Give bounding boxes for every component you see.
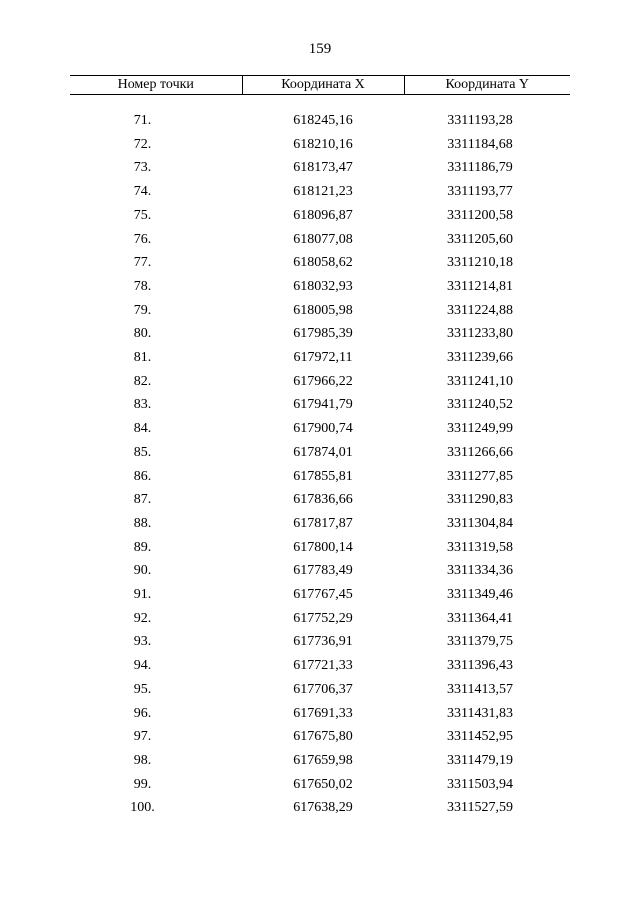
coordinate-y-cell: 3311210,18 — [447, 255, 513, 271]
coordinate-x-cell: 617675,80 — [293, 729, 353, 745]
table-row — [70, 228, 570, 252]
coordinate-y-cell: 3311186,79 — [447, 160, 513, 176]
point-number-cell: 71. — [133, 113, 152, 128]
table-row — [70, 133, 570, 157]
coordinate-y-cell: 3311240,52 — [447, 397, 513, 413]
table-row — [70, 109, 570, 133]
table-row — [70, 204, 570, 228]
point-number-cell: 89. — [133, 539, 152, 555]
table-row — [70, 322, 570, 346]
coordinate-x-cell: 617985,39 — [293, 326, 353, 342]
point-number-cell: 79. — [133, 302, 152, 318]
table-row — [70, 346, 570, 370]
table-row — [70, 251, 570, 275]
coordinate-x-cell: 618096,87 — [293, 207, 353, 223]
coordinate-y-cell: 3311184,68 — [447, 136, 513, 152]
table-row — [70, 630, 570, 654]
coordinate-x-cell: 618173,47 — [293, 160, 353, 176]
coordinate-y-cell: 3311319,58 — [447, 539, 513, 555]
table-row — [70, 536, 570, 560]
table-row — [70, 654, 570, 678]
coordinates-table — [70, 75, 570, 820]
coordinate-y-cell: 3311304,84 — [447, 515, 513, 531]
point-number-cell: 73. — [133, 160, 152, 176]
coordinate-y-cell: 3311431,83 — [447, 705, 513, 721]
table-row — [70, 512, 570, 536]
coordinate-x-cell: 617855,81 — [293, 468, 353, 484]
coordinate-x-cell: 617638,29 — [293, 800, 353, 816]
coordinate-x-cell: 617767,45 — [293, 587, 353, 603]
coordinate-x-cell: 617659,98 — [293, 752, 353, 768]
table-row — [70, 678, 570, 702]
header-coordinate-y: Координата Y — [404, 76, 570, 95]
table-row — [70, 773, 570, 797]
point-number-cell: 82. — [133, 373, 152, 389]
coordinate-y-cell: 3311200,58 — [447, 207, 513, 223]
header-point-number: Номер точки — [70, 76, 242, 95]
coordinate-x-cell: 618077,08 — [293, 231, 353, 247]
coordinate-y-cell: 3311224,88 — [447, 302, 513, 318]
table-row — [70, 749, 570, 773]
point-number-cell: 77. — [133, 255, 152, 271]
point-number-cell: 97. — [133, 729, 152, 745]
table-body — [70, 95, 570, 821]
point-number-cell: 85. — [133, 444, 152, 460]
coordinate-y-cell: 3311479,19 — [447, 752, 513, 768]
coordinate-y-cell: 3311277,85 — [447, 468, 513, 484]
coordinate-y-cell: 3311193,77 — [447, 184, 513, 200]
table-row — [70, 607, 570, 631]
coordinate-y-cell: 3311334,36 — [447, 563, 513, 579]
point-number-cell: 81. — [133, 350, 152, 366]
coordinate-x-cell: 617972,11 — [293, 350, 353, 366]
coordinate-y-cell: 3311503,94 — [447, 776, 513, 792]
table-row — [70, 488, 570, 512]
coordinate-y-cell: 3311266,66 — [447, 444, 513, 460]
coordinate-y-cell: 3311413,57 — [447, 681, 513, 697]
table-row — [70, 441, 570, 465]
table-row — [70, 180, 570, 204]
coordinate-y-cell: 3311239,66 — [447, 350, 513, 366]
coordinate-y-cell: 3311193,28 — [447, 113, 513, 128]
table-row — [70, 465, 570, 489]
point-number-cell: 99. — [133, 776, 152, 792]
coordinate-y-cell: 3311527,59 — [447, 800, 513, 816]
point-number-cell: 75. — [133, 207, 152, 223]
point-number-cell: 93. — [133, 634, 152, 650]
point-number-cell: 72. — [133, 136, 152, 152]
point-number-cell: 76. — [133, 231, 152, 247]
coordinate-x-cell: 618058,62 — [293, 255, 353, 271]
coordinate-x-cell: 617874,01 — [293, 444, 353, 460]
point-number-cell: 87. — [133, 492, 152, 508]
coordinate-x-cell: 617706,37 — [293, 681, 353, 697]
table-spacer-row — [70, 95, 570, 110]
point-number-cell: 84. — [133, 421, 152, 437]
coordinate-y-cell: 3311241,10 — [447, 373, 513, 389]
coordinate-y-cell: 3311396,43 — [447, 658, 513, 674]
table-header-row — [70, 76, 570, 95]
point-number-cell: 95. — [133, 681, 152, 697]
coordinate-x-cell: 618032,93 — [293, 278, 353, 294]
coordinate-x-cell: 617650,02 — [293, 776, 353, 792]
coordinate-y-cell: 3311249,99 — [447, 421, 513, 437]
table-row — [70, 559, 570, 583]
table-row — [70, 275, 570, 299]
coordinate-y-cell: 3311290,83 — [447, 492, 513, 508]
coordinate-y-cell: 3311205,60 — [447, 231, 513, 247]
table-row — [70, 299, 570, 323]
page-number: 159 — [308, 41, 332, 57]
point-number-cell: 88. — [133, 515, 152, 531]
coordinate-x-cell: 618245,16 — [293, 113, 353, 128]
table-row — [70, 725, 570, 749]
coordinate-x-cell: 617800,14 — [293, 539, 353, 555]
table-row — [70, 156, 570, 180]
point-number-cell: 100. — [130, 800, 155, 816]
coordinate-y-cell: 3311349,46 — [447, 587, 513, 603]
coordinate-x-cell: 617736,91 — [293, 634, 353, 650]
point-number-cell: 96. — [133, 705, 152, 721]
coordinate-y-cell: 3311364,41 — [447, 610, 513, 626]
coordinate-x-cell: 617941,79 — [293, 397, 353, 413]
coordinate-y-cell: 3311452,95 — [447, 729, 513, 745]
point-number-cell: 92. — [133, 610, 152, 626]
coordinate-y-cell: 3311233,80 — [447, 326, 513, 342]
coordinate-x-cell: 617691,33 — [293, 705, 353, 721]
coordinate-x-cell: 617721,33 — [293, 658, 353, 674]
point-number-cell: 90. — [133, 563, 152, 579]
coordinate-y-cell: 3311214,81 — [447, 278, 513, 294]
point-number-cell: 98. — [133, 752, 152, 768]
table-row — [70, 583, 570, 607]
coordinate-x-cell: 618005,98 — [293, 302, 353, 318]
coordinate-x-cell: 618121,23 — [293, 184, 353, 200]
point-number-cell: 83. — [133, 397, 152, 413]
coordinate-x-cell: 617783,49 — [293, 563, 353, 579]
table-row — [70, 393, 570, 417]
coordinate-y-cell: 3311379,75 — [447, 634, 513, 650]
coordinate-x-cell: 617900,74 — [293, 421, 353, 437]
point-number-cell: 78. — [133, 278, 152, 294]
coordinate-x-cell: 617836,66 — [293, 492, 353, 508]
point-number-cell: 74. — [133, 184, 152, 200]
point-number-cell: 86. — [133, 468, 152, 484]
table-row — [70, 417, 570, 441]
table-row — [70, 370, 570, 394]
table-row — [70, 702, 570, 726]
coordinate-x-cell: 618210,16 — [293, 136, 353, 152]
coordinate-x-cell: 617966,22 — [293, 373, 353, 389]
coordinate-x-cell: 617752,29 — [293, 610, 353, 626]
header-coordinate-x: Координата X — [242, 76, 404, 95]
point-number-cell: 80. — [133, 326, 152, 342]
table-row — [70, 796, 570, 820]
point-number-cell: 94. — [133, 658, 152, 674]
coordinate-x-cell: 617817,87 — [293, 515, 353, 531]
point-number-cell: 91. — [133, 587, 152, 603]
